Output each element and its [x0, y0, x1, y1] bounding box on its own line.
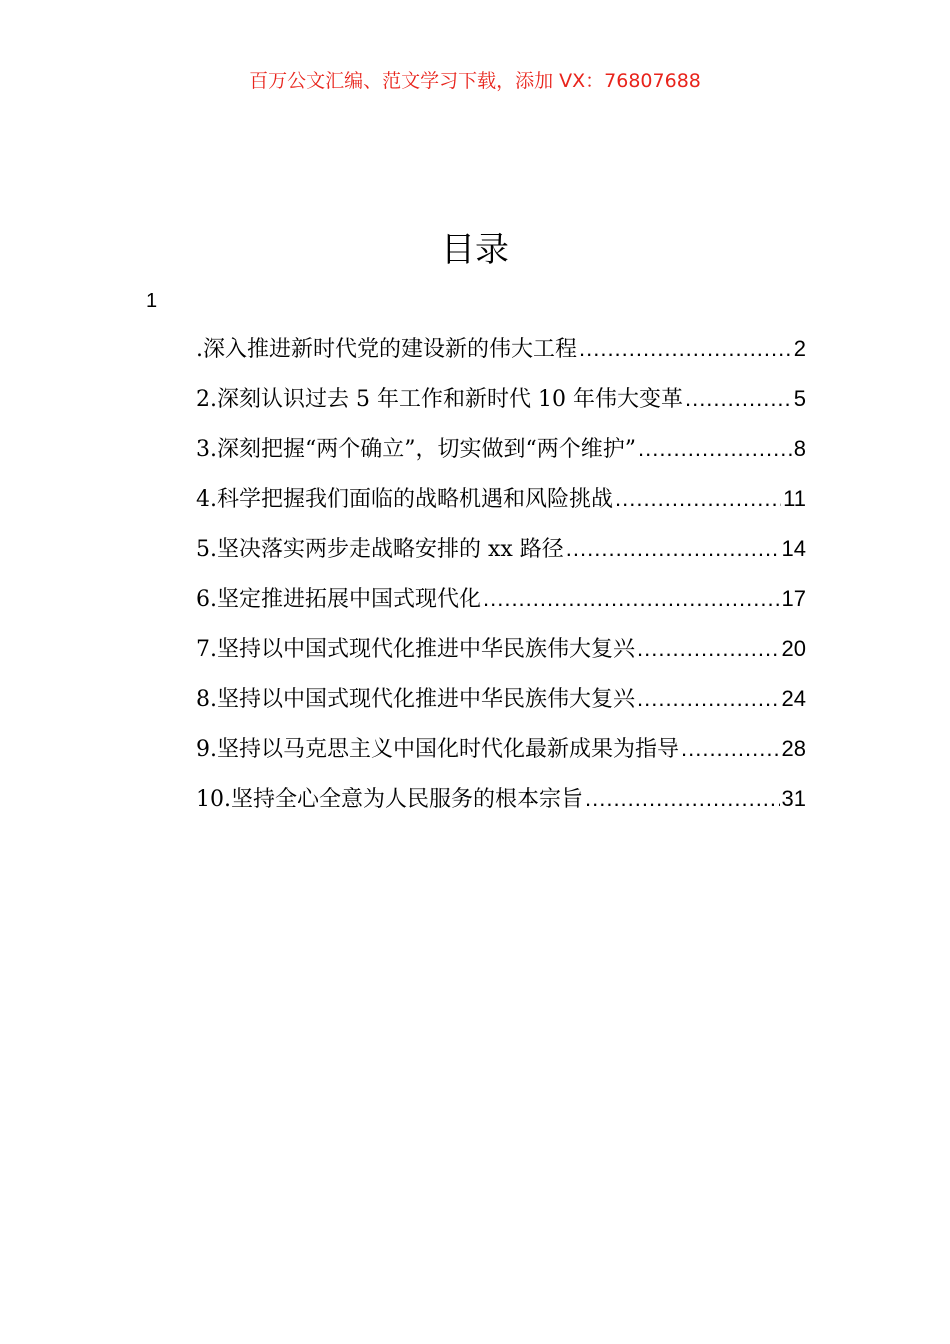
- table-of-contents: [196, 334, 806, 834]
- toc-leader-dots: [566, 534, 780, 564]
- toc-entry[interactable]: [196, 684, 806, 734]
- toc-leader-dots: [637, 634, 780, 664]
- toc-entry[interactable]: [196, 534, 806, 584]
- toc-entry-title: 3.深刻把握“两个确立”，切实做到“两个维护”: [196, 437, 636, 462]
- toc-entry-page: 8: [793, 436, 806, 461]
- toc-entry-page: 11: [783, 486, 806, 511]
- toc-entry-title: 10.坚持全心全意为人民服务的根本宗旨: [196, 787, 583, 812]
- toc-leader-dots: [579, 334, 792, 364]
- toc-entry-title: .深入推进新时代党的建设新的伟大工程: [196, 337, 577, 362]
- toc-leader-dots: [681, 734, 780, 764]
- toc-entry[interactable]: [196, 434, 806, 484]
- toc-entry-page: 17: [781, 586, 806, 611]
- toc-entry-title: 5.坚决落实两步走战略安排的 xx 路径: [196, 537, 564, 562]
- toc-entry-title: 8.坚持以中国式现代化推进中华民族伟大复兴: [196, 687, 635, 712]
- toc-entry[interactable]: [196, 584, 806, 634]
- toc-entry-page: 14: [781, 536, 806, 561]
- toc-leader-dots: [483, 584, 780, 614]
- toc-entry-page: 5: [793, 386, 806, 411]
- toc-entry-title: 4.科学把握我们面临的战略机遇和风险挑战: [196, 487, 613, 512]
- toc-entry-page: 28: [781, 736, 806, 761]
- toc-entry-page: 20: [781, 636, 806, 661]
- toc-leader-dots: [585, 784, 780, 814]
- toc-entry[interactable]: [196, 384, 806, 434]
- toc-stray-number: 1: [146, 290, 158, 312]
- page-title: 目录: [441, 230, 509, 270]
- toc-entry-title: 2.深刻认识过去 5 年工作和新时代 10 年伟大变革: [196, 387, 683, 412]
- toc-entry[interactable]: [196, 734, 806, 784]
- toc-entry[interactable]: [196, 634, 806, 684]
- toc-entry-title: 7.坚持以中国式现代化推进中华民族伟大复兴: [196, 637, 635, 662]
- toc-entry[interactable]: [196, 334, 806, 384]
- toc-leader-dots: [638, 434, 792, 464]
- header-notice: 百万公文汇编、范文学习下载，添加 VX：76807688: [249, 70, 701, 92]
- toc-leader-dots: [637, 684, 780, 714]
- toc-entry-page: 24: [781, 686, 806, 711]
- toc-leader-dots: [685, 384, 792, 414]
- toc-entry-title: 9.坚持以马克思主义中国化时代化最新成果为指导: [196, 737, 679, 762]
- toc-entry[interactable]: [196, 484, 806, 534]
- toc-entry-page: 31: [781, 786, 806, 811]
- toc-entry-page: 2: [793, 336, 806, 361]
- toc-entry-title: 6.坚定推进拓展中国式现代化: [196, 587, 481, 612]
- toc-entry[interactable]: [196, 784, 806, 834]
- toc-leader-dots: [615, 484, 781, 514]
